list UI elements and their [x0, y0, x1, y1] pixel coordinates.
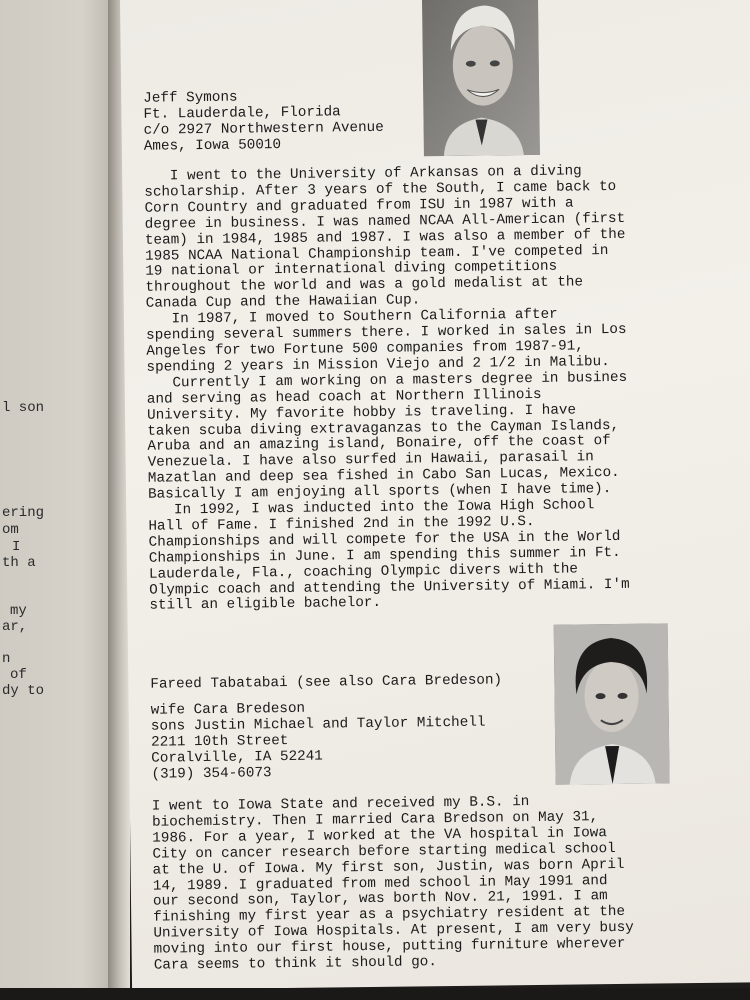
- bio-line: In 1992, I was inducted into the Iowa High School: [148, 497, 595, 519]
- bio-line: taken scuba diving extravaganzas to the Cayman Islands,: [147, 417, 620, 440]
- detail-line: wife Cara Bredeson: [150, 700, 306, 719]
- table-surface: [0, 988, 750, 1000]
- profile-bio: [144, 164, 630, 615]
- bio-line: throughout the world and was a gold medalist at the: [145, 274, 584, 297]
- portrait-photo-jeff-symons: [422, 0, 540, 156]
- bio-line: University of Iowa Hospitals. At present, I am very busy: [153, 920, 634, 942]
- bio-line: our second son, Taylor, was borth Nov. 21, 1991. I am: [152, 888, 608, 911]
- left-fragment: th a: [2, 555, 36, 571]
- bio-line: University. My favorite hobby is traveling. I have: [146, 402, 577, 424]
- address-line: Ft. Lauderdale, Florida: [143, 104, 341, 123]
- portrait-photo-fareed-tabatabai: [554, 623, 670, 784]
- bio-line: 19 national or international diving competitions: [145, 259, 558, 281]
- left-fragment: l son: [2, 400, 45, 416]
- left-fragment: my: [10, 603, 27, 619]
- detail-line: (319) 354-6073: [151, 765, 272, 783]
- right-page: [120, 0, 750, 990]
- bio-line: finishing my first year as a psychiatry resident at the: [153, 904, 626, 927]
- bio-line: 14, 1989. I graduated from med school in May 1991 and: [152, 872, 608, 895]
- bio-line: Championships in June. I am spending this summer in Ft.: [148, 544, 621, 567]
- left-page: [0, 0, 118, 1000]
- bio-line: Hall of Fame. I finished 2nd in the 1992 U.S.: [148, 513, 535, 535]
- detail-line: sons Justin Michael and Taylor Mitchell: [150, 714, 486, 735]
- bio-line: Venezuela. I have also surfed in Hawaii, parasail in: [147, 449, 594, 472]
- detail-line: Coralville, IA 52241: [151, 748, 323, 767]
- bio-line: spending 2 years in Mission Viejo and 2 1/2 in Malibu.: [146, 353, 610, 376]
- bio-line: Canada Cup and the Hawaiian Cup.: [145, 292, 421, 312]
- bio-line: Lauderdale, Fla., coaching Olympic divers with the: [148, 561, 579, 583]
- bio-line: at the U. of Iowa. My first son, Justin, was born April: [152, 856, 625, 879]
- bio-line: In 1987, I moved to Southern California after: [145, 306, 558, 328]
- profile-name: Jeff Symons: [143, 89, 238, 107]
- detail-line: 2211 10th Street: [150, 732, 289, 751]
- left-fragment: n: [2, 651, 11, 667]
- bio-line: moving into our first house, putting furniture wherever: [153, 936, 626, 958]
- left-fragment: I: [12, 539, 21, 555]
- bio-line: Cara seems to think it should go.: [153, 954, 438, 974]
- address-line: Ames, Iowa 50010: [143, 137, 282, 155]
- bio-line: Basically I am enjoying all sports (when I have time).: [147, 481, 612, 503]
- profile-bio: [152, 794, 635, 975]
- bio-line: team) in 1984, 1985 and 1987. I was also a member of the: [144, 226, 626, 249]
- bio-line: Corn Country and graduated from ISU in 1987 with a: [144, 195, 574, 217]
- bio-line: Championships and will compete for the USA in the World: [148, 528, 621, 551]
- bio-line: spending several summers there. I worked in sales in Los: [146, 321, 627, 344]
- bio-line: Olympic coach and attending the University of Miami. I'm: [149, 576, 630, 599]
- left-fragment: ar,: [2, 619, 28, 635]
- bio-line: scholarship. After 3 years of the South, I came back to: [144, 178, 617, 201]
- bio-line: I went to Iowa State and received my B.S. in: [151, 794, 530, 815]
- bio-line: Currently I am working on a masters degree in busines: [146, 369, 628, 392]
- left-fragment: ering: [2, 505, 45, 521]
- bio-line: 1985 NCAA National Championship team. I've competed in: [145, 242, 609, 265]
- bio-line: biochemistry. Then I married Cara Bredson on May 31,: [151, 809, 599, 831]
- bio-line: degree in business. I was named NCAA All-American (first: [144, 210, 626, 233]
- left-fragment: of: [10, 667, 27, 683]
- bio-line: Aruba and an amazing island, Bonaire, off the coast of: [147, 433, 611, 456]
- address-line: c/o 2927 Northwestern Avenue: [143, 119, 384, 139]
- bio-line: Mazatlan and deep sea fished in Cabo San Lucas, Mexico.: [147, 465, 620, 487]
- bio-line: City on cancer research before starting medical school: [152, 840, 616, 863]
- bio-line: 1986. For a year, I worked at the VA hospital in Iowa: [152, 824, 608, 847]
- bio-line: still an eligible bachelor.: [149, 595, 382, 615]
- bio-line: I went to the University of Arkansas on a diving: [144, 163, 582, 185]
- left-fragment: dy to: [2, 683, 45, 699]
- bio-line: and serving as head coach at Northern Illinois: [146, 386, 542, 408]
- left-fragment: om: [2, 522, 19, 538]
- profile-name: Fareed Tabatabai (see also Cara Bredeson): [150, 672, 503, 693]
- bio-line: Angeles for two Fortune 500 companies from 1987-91,: [146, 338, 584, 360]
